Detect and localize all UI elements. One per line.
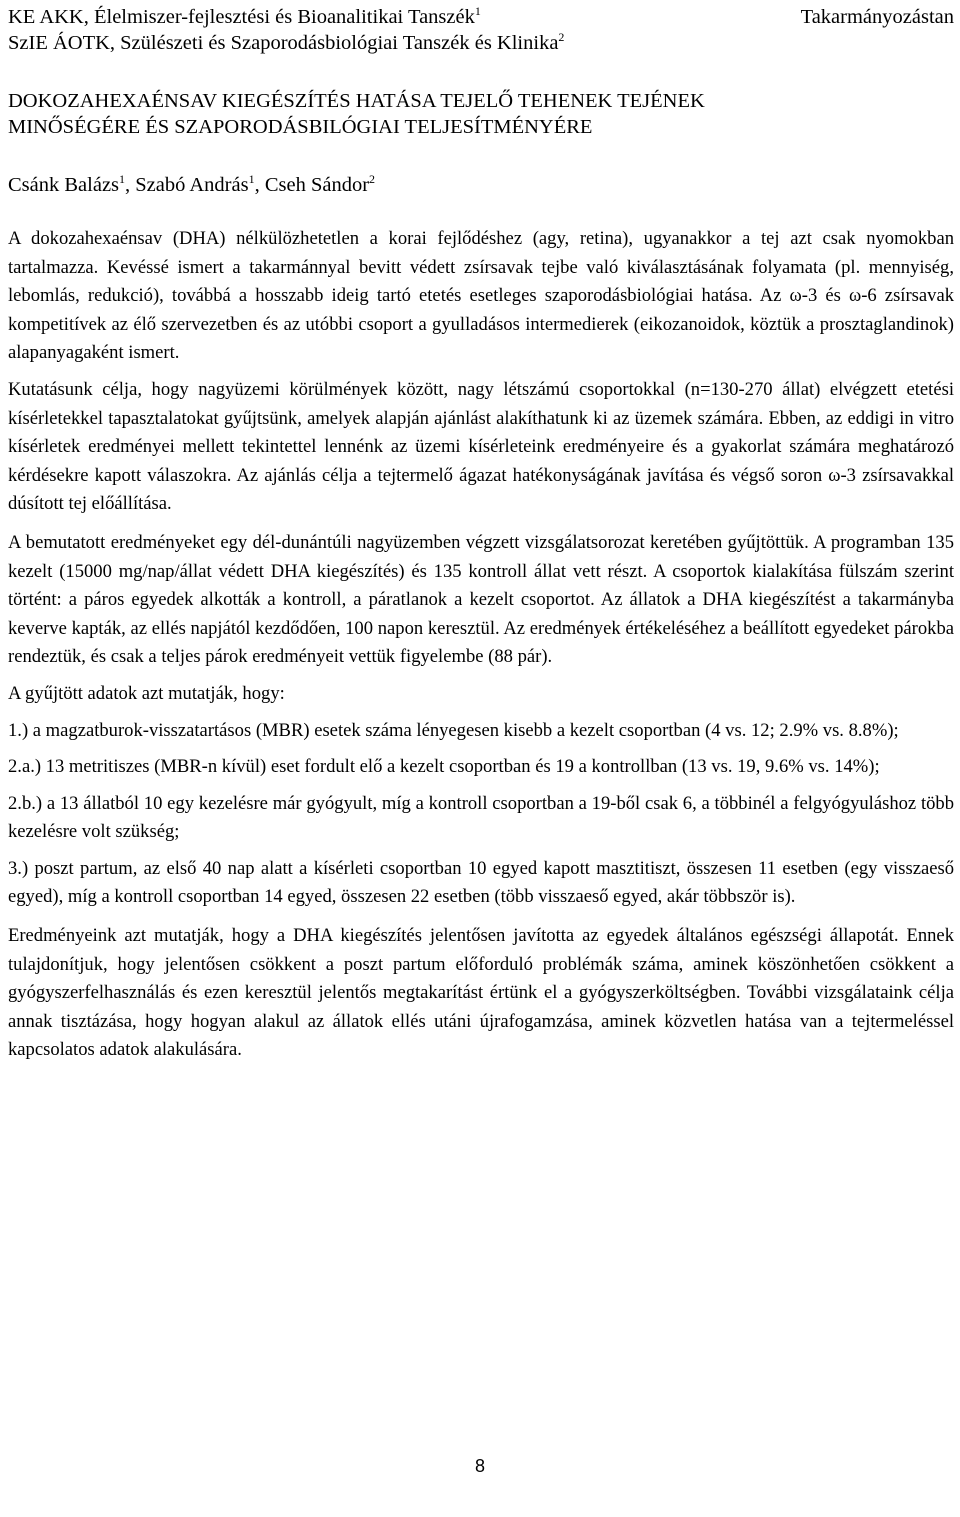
page-number: 8	[474, 1456, 485, 1476]
conclusion-paragraph: Eredményeink azt mutatják, hogy a DHA kiegészítés jelentősen javította az egyedek általános egészségi állapotát. Ennek tulajdonítjuk, hogy jelentősen csökkent a poszt partum előforduló problémák száma, aminek köszönhetően csökkent a gyógyszerfelhasználás és ezen keresztül jelentős megtakarítást értünk el a gyógyszerköltségben. További vizsgálataink célja annak tisztázása, hogy hogyan alakul az állatok ellés utáni újrafogamzása, aminek közvetlen hatása van a tejtermeléssel kapcsolatos adatok alakulására.	[8, 925, 954, 1061]
methods-paragraph: A bemutatott eredményeket egy dél-dunántúli nagyüzemben végzett vizsgálatsorozat keretében gyűjtöttük. A programban 135 kezelt (15000 mg/nap/állat védett DHA kiegészítés) és 135 kontroll állat vett részt. A csoportok kialakítása fülszám szerint történt: a páros egyedek alkották a kontroll, a páratlanok a kezelt csoportot. Az állatok a DHA kiegészítést a takarmányba keverve kapták, az ellés napjától kezdődően, 100 napon keresztül. Az eredmények értékeléséhez a beállított egyedeket párokba rendeztük, és csak a teljes párok eredményeit vettük figyelembe (88 pár).	[8, 531, 954, 668]
results-intro: A gyűjtött adatok azt mutatják, hogy:	[8, 682, 285, 704]
affiliation-1-superscript: 1	[474, 4, 481, 19]
author-superscript: 1	[248, 172, 255, 187]
affiliations	[8, 4, 564, 56]
document-body	[8, 225, 954, 1065]
section-label: Takarmányozástan	[800, 6, 954, 28]
author-superscript: 2	[369, 172, 376, 187]
affiliation-2-superscript: 2	[558, 30, 565, 45]
page-header	[8, 4, 954, 56]
document-page	[8, 4, 954, 1065]
affiliation-1: KE AKK, Élelmiszer-fejlesztési és Bioanalitikai Tanszék$^1$	[8, 4, 481, 28]
result-item-3: 3.) poszt partum, az első 40 nap alatt a kísérleti csoportban 10 egyed kapott masztitiszt, összesen 11 esetben (egy visszaeső egyed), míg a kontroll csoportban 14 egyed, összesen 22 esetben (több visszaeső egyed, akár többször is).	[8, 857, 954, 908]
title-line-1: DOKOZAHEXAÉNSAV KIEGÉSZÍTÉS HATÁSA TEJELŐ TEHENEK TEJÉNEK	[8, 90, 705, 112]
title-line-2: MINŐSÉGÉRE ÉS SZAPORODÁSBILÓGIAI TELJESÍTMÉNYÉRE	[8, 116, 593, 138]
result-item-1: 1.) a magzatburok-visszatartásos (MBR) esetek száma lényegesen kisebb a kezelt csoportban (4 vs. 12; 2.9% vs. 8.8%);	[8, 719, 899, 741]
document-title	[8, 88, 954, 140]
author-name: Szabó András	[135, 174, 249, 196]
author-name: Csánk Balázs	[8, 174, 120, 196]
result-item-2b: 2.b.) a 13 állatból 10 egy kezelésre már gyógyult, míg a kontroll csoportban a 19-ből csak 6, a többinél a felgyógyuláshoz több kezelésre volt szükség;	[8, 792, 954, 843]
author-name: Cseh Sándor	[264, 174, 370, 196]
author-superscript: 1	[119, 172, 126, 187]
result-item-2a: 2.a.) 13 metritiszes (MBR-n kívül) eset fordult elő a kezelt csoportban és 19 a kontrollban (13 vs. 19, 9.6% vs. 14%);	[8, 756, 880, 778]
affiliation-2: SzIE ÁOTK, Szülészeti és Szaporodásbiológiai Tanszék és Klinika$^2$	[8, 30, 565, 54]
aim-paragraph: Kutatásunk célja, hogy nagyüzemi körülmények között, nagy létszámú csoportokkal (n=130-270 állat) elvégzett etetési kísérletekkel tapasztalatokat gyűjtsünk, amelyek alapján ajánlást alakíthatunk ki az üzemek számára. Ebben, az eddigi in vitro kísérletek eredményei mellett tekintettel lennénk az üzemi kísérleteink eredményeire és a gyakorlat számára meghatározó kérdésekre kapott válaszokra. Az ajánlás célja a tejtermelő ágazat hatékonyságának javítása és végső soron ω-3 zsírsavakkal dúsított tej előállítása.	[8, 378, 954, 515]
author-list: Csánk Balázs$^1$, Szabó András$^1$, Cseh Sándor$^2$	[8, 172, 376, 196]
intro-paragraph: A dokozahexaénsav (DHA) nélkülözhetetlen a korai fejlődéshez (agy, retina), ugyanakkor a tej azt csak nyomokban tartalmazza. Kevéssé ismert a takarmánnyal bevitt védett zsírsavak tejbe való kiválasztásának folyamata (pl. mennyiség, lebomlás, redukció), továbbá a hosszabb ideig tartó etetés esetleges szaporodásbiológiai hatása. Az ω-3 és ω-6 zsírsavak kompetitívek az élő szervezetben és az utóbbi csoport a gyulladásos intermedierek (eikozanoidok, köztük a prosztaglandinok) alapanyagaként ismert.	[8, 228, 954, 364]
